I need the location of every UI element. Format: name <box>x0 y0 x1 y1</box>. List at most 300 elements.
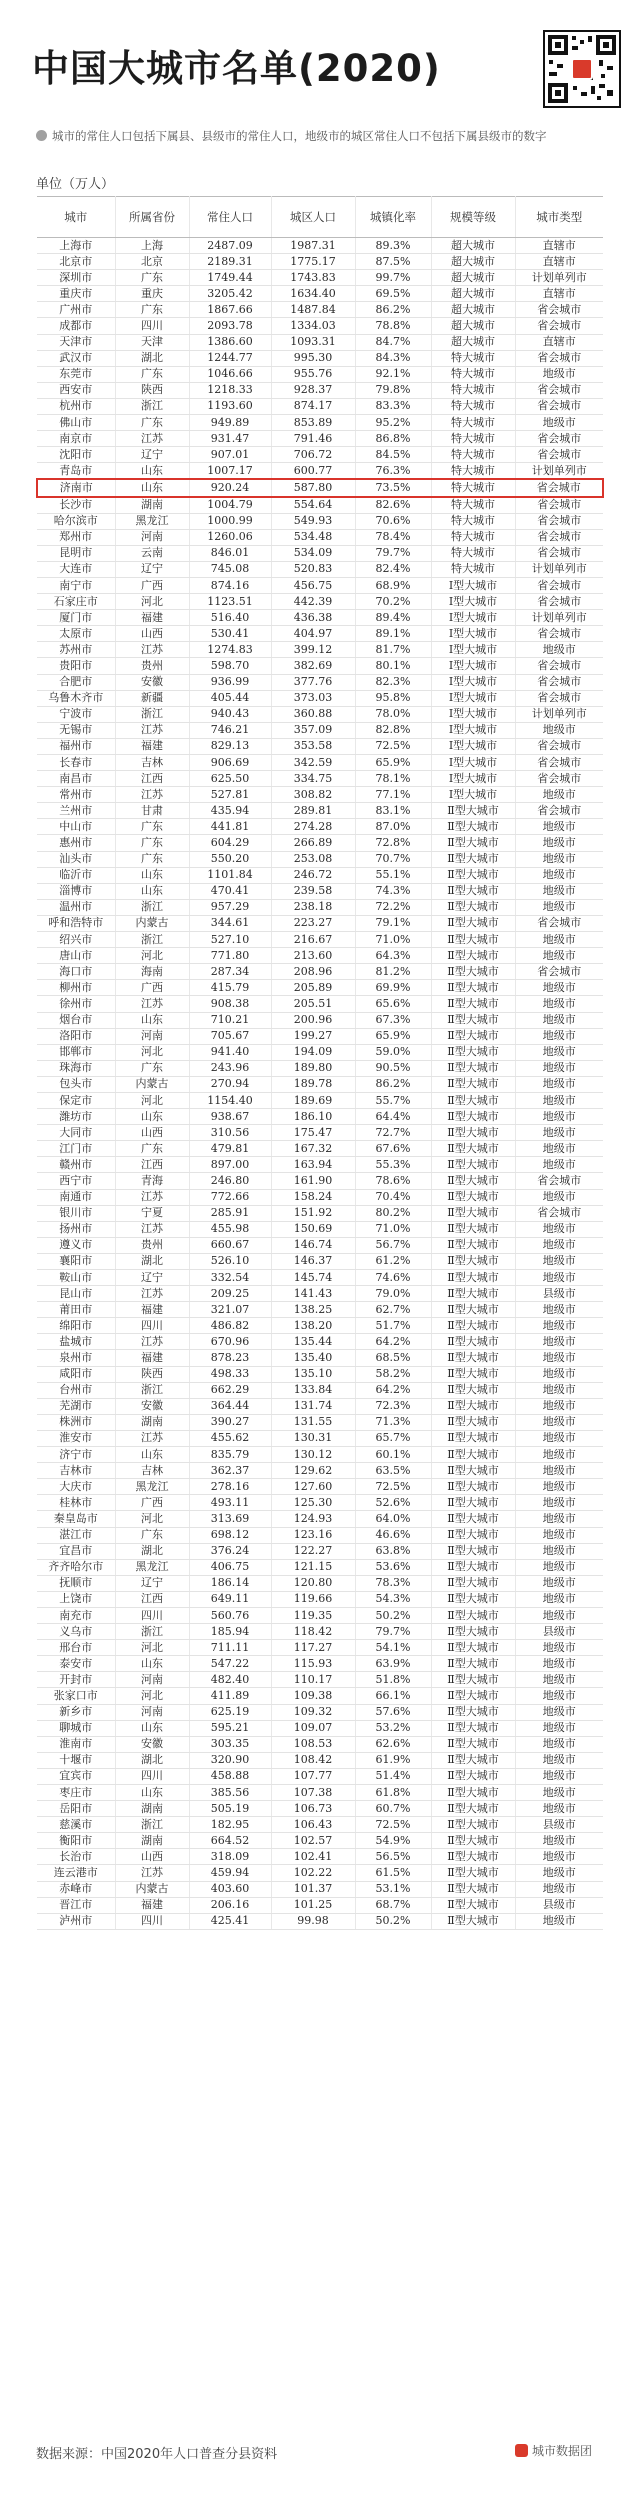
table-cell: 海南 <box>115 964 189 980</box>
table-cell: 550.20 <box>189 851 271 867</box>
table-cell: 计划单列市 <box>515 270 603 286</box>
table-cell: 79.1% <box>355 915 431 931</box>
table-cell: 淄博市 <box>37 883 115 899</box>
table-cell: 赤峰市 <box>37 1881 115 1897</box>
table-cell: Ⅱ型大城市 <box>431 1575 515 1591</box>
table-cell: 安徽 <box>115 1398 189 1414</box>
table-cell: 浙江 <box>115 706 189 722</box>
table-cell: 698.12 <box>189 1527 271 1543</box>
table-cell: 地级市 <box>515 899 603 915</box>
table-cell: 济宁市 <box>37 1447 115 1463</box>
table-cell: 527.81 <box>189 787 271 803</box>
table-cell: 109.38 <box>271 1688 355 1704</box>
table-row <box>37 1785 603 1801</box>
table-row <box>37 1221 603 1237</box>
table-cell: 陕西 <box>115 1366 189 1382</box>
table-cell: 955.76 <box>271 366 355 382</box>
table-cell: 省会城市 <box>515 1205 603 1221</box>
table-cell: 874.16 <box>189 577 271 593</box>
table-cell: 地级市 <box>515 1109 603 1125</box>
table-cell: 76.3% <box>355 463 431 480</box>
table-cell: 青海 <box>115 1173 189 1189</box>
table-cell: 地级市 <box>515 722 603 738</box>
table-cell: 353.58 <box>271 738 355 754</box>
table-cell: 江苏 <box>115 1865 189 1881</box>
table-row <box>37 318 603 334</box>
table-cell: 53.6% <box>355 1559 431 1575</box>
brand-name: 城市数据团 <box>532 2444 593 2458</box>
table-cell: 湖北 <box>115 1543 189 1559</box>
table-row <box>37 1398 603 1414</box>
table-cell: 惠州市 <box>37 835 115 851</box>
table-cell: Ⅱ型大城市 <box>431 1125 515 1141</box>
table-cell: 地级市 <box>515 1350 603 1366</box>
table-cell: Ⅱ型大城市 <box>431 1640 515 1656</box>
table-cell: 省会城市 <box>515 803 603 819</box>
table-cell: 聊城市 <box>37 1720 115 1736</box>
table-cell: 130.12 <box>271 1447 355 1463</box>
table-row <box>37 1189 603 1205</box>
table-cell: 山东 <box>115 479 189 496</box>
table-cell: 广州市 <box>37 302 115 318</box>
table-cell: 江西 <box>115 771 189 787</box>
table-cell: 120.80 <box>271 1575 355 1591</box>
table-row <box>37 1205 603 1221</box>
table-cell: 重庆 <box>115 286 189 302</box>
table-cell: 135.10 <box>271 1366 355 1382</box>
table-cell: 省会城市 <box>515 382 603 398</box>
table-cell: 长沙市 <box>37 497 115 514</box>
table-cell: 223.27 <box>271 915 355 931</box>
table-cell: Ⅰ型大城市 <box>431 594 515 610</box>
table-cell: 辽宁 <box>115 561 189 577</box>
table-row <box>37 1125 603 1141</box>
table-cell: Ⅱ型大城市 <box>431 1688 515 1704</box>
table-cell: 167.32 <box>271 1141 355 1157</box>
table-cell: 189.80 <box>271 1060 355 1076</box>
table-row <box>37 1076 603 1092</box>
table-cell: 黑龙江 <box>115 513 189 529</box>
table-cell: 122.27 <box>271 1543 355 1559</box>
table-row <box>37 819 603 835</box>
table-cell: 广东 <box>115 302 189 318</box>
table-cell: Ⅰ型大城市 <box>431 787 515 803</box>
table-cell: 地级市 <box>515 883 603 899</box>
table-cell: 特大城市 <box>431 415 515 431</box>
table-cell: 株洲市 <box>37 1414 115 1430</box>
table-cell: 246.80 <box>189 1173 271 1189</box>
table-cell: 南充市 <box>37 1607 115 1623</box>
table-cell: 北京市 <box>37 254 115 270</box>
table-cell: 地级市 <box>515 1736 603 1752</box>
table-cell: 地级市 <box>515 1092 603 1108</box>
table-row <box>37 1318 603 1334</box>
table-row <box>37 577 603 593</box>
table-cell: 1154.40 <box>189 1092 271 1108</box>
table-cell: 四川 <box>115 1913 189 1929</box>
table-cell: 地级市 <box>515 1141 603 1157</box>
table-cell: 大庆市 <box>37 1479 115 1495</box>
table-cell: 盐城市 <box>37 1334 115 1350</box>
table-cell: 771.80 <box>189 948 271 964</box>
table-cell: 江西 <box>115 1591 189 1607</box>
table-row <box>37 1704 603 1720</box>
table-cell: 超大城市 <box>431 334 515 350</box>
table-cell: 烟台市 <box>37 1012 115 1028</box>
table-cell: Ⅱ型大城市 <box>431 1334 515 1350</box>
table-row <box>37 1881 603 1897</box>
table-row <box>37 1833 603 1849</box>
table-cell: 92.1% <box>355 366 431 382</box>
table-cell: 特大城市 <box>431 513 515 529</box>
table-cell: 135.44 <box>271 1334 355 1350</box>
table-cell: 深圳市 <box>37 270 115 286</box>
table-cell: 潍坊市 <box>37 1109 115 1125</box>
table-cell: 1867.66 <box>189 302 271 318</box>
table-cell: Ⅰ型大城市 <box>431 626 515 642</box>
table-cell: 中山市 <box>37 819 115 835</box>
table-cell: 绵阳市 <box>37 1318 115 1334</box>
table-cell: Ⅱ型大城市 <box>431 1173 515 1189</box>
table-row <box>37 948 603 964</box>
brand-logo-icon <box>515 2444 528 2457</box>
table-cell: 地级市 <box>515 1865 603 1881</box>
table-row <box>37 706 603 722</box>
table-cell: 130.31 <box>271 1430 355 1446</box>
table-cell: 470.41 <box>189 883 271 899</box>
table-cell: 600.77 <box>271 463 355 480</box>
table-row <box>37 1607 603 1623</box>
table-cell: 376.24 <box>189 1543 271 1559</box>
table-cell: Ⅱ型大城市 <box>431 1801 515 1817</box>
table-cell: Ⅱ型大城市 <box>431 1028 515 1044</box>
table-row <box>37 382 603 398</box>
table-cell: 206.16 <box>189 1897 271 1913</box>
table-cell: 赣州市 <box>37 1157 115 1173</box>
table-cell: 1101.84 <box>189 867 271 883</box>
table-cell: 地级市 <box>515 1833 603 1849</box>
table-cell: 364.44 <box>189 1398 271 1414</box>
table-cell: 80.1% <box>355 658 431 674</box>
table-cell: 河南 <box>115 529 189 545</box>
table-row <box>37 1463 603 1479</box>
table-row <box>37 1157 603 1173</box>
table-row <box>37 545 603 561</box>
table-cell: 2093.78 <box>189 318 271 334</box>
table-cell: 厦门市 <box>37 610 115 626</box>
table-cell: 湖北 <box>115 1752 189 1768</box>
column-header: 城镇化率 <box>355 197 431 238</box>
table-cell: 特大城市 <box>431 479 515 496</box>
table-cell: 55.3% <box>355 1157 431 1173</box>
table-cell: 125.30 <box>271 1495 355 1511</box>
table-cell: 福州市 <box>37 738 115 754</box>
table-cell: 计划单列市 <box>515 463 603 480</box>
table-cell: 1193.60 <box>189 398 271 414</box>
table-cell: 桂林市 <box>37 1495 115 1511</box>
table-cell: 1386.60 <box>189 334 271 350</box>
table-cell: 特大城市 <box>431 447 515 463</box>
table-cell: 69.9% <box>355 980 431 996</box>
table-cell: 山东 <box>115 1447 189 1463</box>
table-cell: 湖南 <box>115 1801 189 1817</box>
table-cell: 新乡市 <box>37 1704 115 1720</box>
table-cell: 地级市 <box>515 1527 603 1543</box>
table-row <box>37 447 603 463</box>
table-cell: 地级市 <box>515 1768 603 1784</box>
table-cell: 1244.77 <box>189 350 271 366</box>
table-cell: 省会城市 <box>515 318 603 334</box>
table-cell: 无锡市 <box>37 722 115 738</box>
table-cell: 天津 <box>115 334 189 350</box>
table-cell: 598.70 <box>189 658 271 674</box>
info-icon <box>36 130 47 141</box>
table-cell: 399.12 <box>271 642 355 658</box>
table-cell: 205.89 <box>271 980 355 996</box>
table-cell: 53.2% <box>355 1720 431 1736</box>
table-row <box>37 1350 603 1366</box>
table-cell: Ⅱ型大城市 <box>431 1495 515 1511</box>
table-cell: 2189.31 <box>189 254 271 270</box>
table-cell: 906.69 <box>189 755 271 771</box>
table-cell: 64.0% <box>355 1511 431 1527</box>
table-cell: 兰州市 <box>37 803 115 819</box>
table-row <box>37 497 603 514</box>
table-cell: 61.5% <box>355 1865 431 1881</box>
table-cell: 54.9% <box>355 1833 431 1849</box>
table-cell: 373.03 <box>271 690 355 706</box>
table-cell: 78.1% <box>355 771 431 787</box>
table-row <box>37 658 603 674</box>
table-cell: 101.37 <box>271 1881 355 1897</box>
table-cell: 地级市 <box>515 1334 603 1350</box>
table-cell: 189.78 <box>271 1076 355 1092</box>
table-row <box>37 1302 603 1318</box>
table-cell: 县级市 <box>515 1897 603 1913</box>
table-row <box>37 1173 603 1189</box>
table-row <box>37 1286 603 1302</box>
table-cell: 地级市 <box>515 1125 603 1141</box>
table-cell: 江门市 <box>37 1141 115 1157</box>
table-cell: 包头市 <box>37 1076 115 1092</box>
table-cell: 上海市 <box>37 238 115 254</box>
table-cell: 唐山市 <box>37 948 115 964</box>
table-cell: 县级市 <box>515 1286 603 1302</box>
table-cell: 89.4% <box>355 610 431 626</box>
table-cell: 省会城市 <box>515 658 603 674</box>
table-cell: Ⅱ型大城市 <box>431 1511 515 1527</box>
table-cell: 119.66 <box>271 1591 355 1607</box>
table-cell: 山东 <box>115 1785 189 1801</box>
table-cell: 地级市 <box>515 1688 603 1704</box>
table-cell: 216.67 <box>271 932 355 948</box>
table-cell: Ⅱ型大城市 <box>431 1109 515 1125</box>
table-cell: 199.27 <box>271 1028 355 1044</box>
table-cell: 310.56 <box>189 1125 271 1141</box>
table-cell: 直辖市 <box>515 254 603 270</box>
table-cell: 昆明市 <box>37 545 115 561</box>
table-cell: 枣庄市 <box>37 1785 115 1801</box>
table-row <box>37 479 603 496</box>
table-row <box>37 1414 603 1430</box>
table-row <box>37 1012 603 1028</box>
table-cell: 地级市 <box>515 1913 603 1929</box>
table-cell: 1749.44 <box>189 270 271 286</box>
table-cell: 415.79 <box>189 980 271 996</box>
column-header: 城市类型 <box>515 197 603 238</box>
table-cell: 266.89 <box>271 835 355 851</box>
table-cell: 超大城市 <box>431 286 515 302</box>
table-cell: 77.1% <box>355 787 431 803</box>
table-cell: 地级市 <box>515 1398 603 1414</box>
table-cell: 地级市 <box>515 1849 603 1865</box>
table-cell: 78.4% <box>355 529 431 545</box>
table-row <box>37 302 603 318</box>
table-cell: 地级市 <box>515 1785 603 1801</box>
table-cell: Ⅱ型大城市 <box>431 1543 515 1559</box>
table-cell: 江苏 <box>115 1334 189 1350</box>
table-cell: 175.47 <box>271 1125 355 1141</box>
table-cell: 地级市 <box>515 1430 603 1446</box>
table-row <box>37 803 603 819</box>
table-cell: 地级市 <box>515 1607 603 1623</box>
table-cell: 107.77 <box>271 1768 355 1784</box>
table-row <box>37 980 603 996</box>
table-row <box>37 1495 603 1511</box>
table-cell: 山西 <box>115 1849 189 1865</box>
table-row <box>37 1382 603 1398</box>
table-cell: 贵阳市 <box>37 658 115 674</box>
table-row <box>37 851 603 867</box>
table-row <box>37 1768 603 1784</box>
table-cell: Ⅱ型大城市 <box>431 1559 515 1575</box>
table-cell: 253.08 <box>271 851 355 867</box>
table-cell: 省会城市 <box>515 1173 603 1189</box>
table-cell: 382.69 <box>271 658 355 674</box>
table-cell: Ⅱ型大城市 <box>431 1527 515 1543</box>
table-cell: 289.81 <box>271 803 355 819</box>
table-cell: 地级市 <box>515 366 603 382</box>
table-cell: 东莞市 <box>37 366 115 382</box>
table-cell: Ⅱ型大城市 <box>431 1430 515 1446</box>
table-cell: 浙江 <box>115 932 189 948</box>
table-cell: 浙江 <box>115 1624 189 1640</box>
table-cell: 67.6% <box>355 1141 431 1157</box>
table-cell: 贵州 <box>115 1237 189 1253</box>
table-cell: 湛江市 <box>37 1527 115 1543</box>
table-cell: 鞍山市 <box>37 1270 115 1286</box>
table-cell: 临沂市 <box>37 867 115 883</box>
table-row <box>37 1688 603 1704</box>
table-cell: Ⅱ型大城市 <box>431 932 515 948</box>
table-cell: Ⅱ型大城市 <box>431 1302 515 1318</box>
table-cell: 湖北 <box>115 1253 189 1269</box>
table-cell: 特大城市 <box>431 398 515 414</box>
table-row <box>37 915 603 931</box>
table-cell: 开封市 <box>37 1672 115 1688</box>
table-cell: 411.89 <box>189 1688 271 1704</box>
table-cell: Ⅱ型大城市 <box>431 1366 515 1382</box>
table-cell: 地级市 <box>515 1270 603 1286</box>
table-cell: 308.82 <box>271 787 355 803</box>
table-cell: Ⅰ型大城市 <box>431 674 515 690</box>
table-cell: 特大城市 <box>431 545 515 561</box>
table-cell: 吉林市 <box>37 1463 115 1479</box>
table-cell: 303.35 <box>189 1736 271 1752</box>
table-cell: 82.4% <box>355 561 431 577</box>
table-cell: 省会城市 <box>515 497 603 514</box>
table-cell: 直辖市 <box>515 238 603 254</box>
table-cell: 949.89 <box>189 415 271 431</box>
column-header: 城市 <box>37 197 115 238</box>
table-cell: 58.2% <box>355 1366 431 1382</box>
table-cell: 459.94 <box>189 1865 271 1881</box>
table-cell: 广西 <box>115 1495 189 1511</box>
table-cell: 243.96 <box>189 1060 271 1076</box>
table-cell: 西宁市 <box>37 1173 115 1189</box>
table-row <box>37 1913 603 1929</box>
table-row <box>37 996 603 1012</box>
table-cell: Ⅱ型大城市 <box>431 1849 515 1865</box>
table-cell: 186.10 <box>271 1109 355 1125</box>
table-cell: 185.94 <box>189 1624 271 1640</box>
table-cell: 435.94 <box>189 803 271 819</box>
table-cell: 72.7% <box>355 1125 431 1141</box>
table-cell: 特大城市 <box>431 561 515 577</box>
table-cell: Ⅱ型大城市 <box>431 1318 515 1334</box>
table-cell: 1274.83 <box>189 642 271 658</box>
qr-logo-icon <box>571 58 593 80</box>
qr-code-icon <box>543 30 621 108</box>
table-cell: 广东 <box>115 270 189 286</box>
table-cell: 50.2% <box>355 1607 431 1623</box>
table-cell: 哈尔滨市 <box>37 513 115 529</box>
table-cell: 福建 <box>115 1302 189 1318</box>
table-cell: 146.74 <box>271 1237 355 1253</box>
table-cell: 浙江 <box>115 1382 189 1398</box>
table-cell: 238.18 <box>271 899 355 915</box>
table-cell: 地级市 <box>515 1302 603 1318</box>
table-row <box>37 1334 603 1350</box>
table-cell: Ⅱ型大城市 <box>431 1833 515 1849</box>
table-cell: 地级市 <box>515 1672 603 1688</box>
table-cell: 江苏 <box>115 1221 189 1237</box>
table-row <box>37 1849 603 1865</box>
table-cell: 3205.42 <box>189 286 271 302</box>
table-cell: 70.6% <box>355 513 431 529</box>
table-cell: 129.62 <box>271 1463 355 1479</box>
table-cell: 四川 <box>115 1607 189 1623</box>
table-cell: 131.74 <box>271 1398 355 1414</box>
table-cell: 835.79 <box>189 1447 271 1463</box>
table-cell: 特大城市 <box>431 366 515 382</box>
table-cell: Ⅱ型大城市 <box>431 1092 515 1108</box>
table-cell: 587.80 <box>271 479 355 496</box>
column-header: 所属省份 <box>115 197 189 238</box>
table-cell: 河南 <box>115 1704 189 1720</box>
table-cell: 63.8% <box>355 1543 431 1559</box>
table-cell: 广东 <box>115 415 189 431</box>
table-cell: 287.34 <box>189 964 271 980</box>
table-cell: 61.2% <box>355 1253 431 1269</box>
table-cell: 地级市 <box>515 867 603 883</box>
table-cell: 72.5% <box>355 1479 431 1495</box>
table-cell: Ⅱ型大城市 <box>431 1768 515 1784</box>
table-cell: 省会城市 <box>515 513 603 529</box>
table-cell: 145.74 <box>271 1270 355 1286</box>
table-cell: 71.3% <box>355 1414 431 1430</box>
table-cell: 佛山市 <box>37 415 115 431</box>
